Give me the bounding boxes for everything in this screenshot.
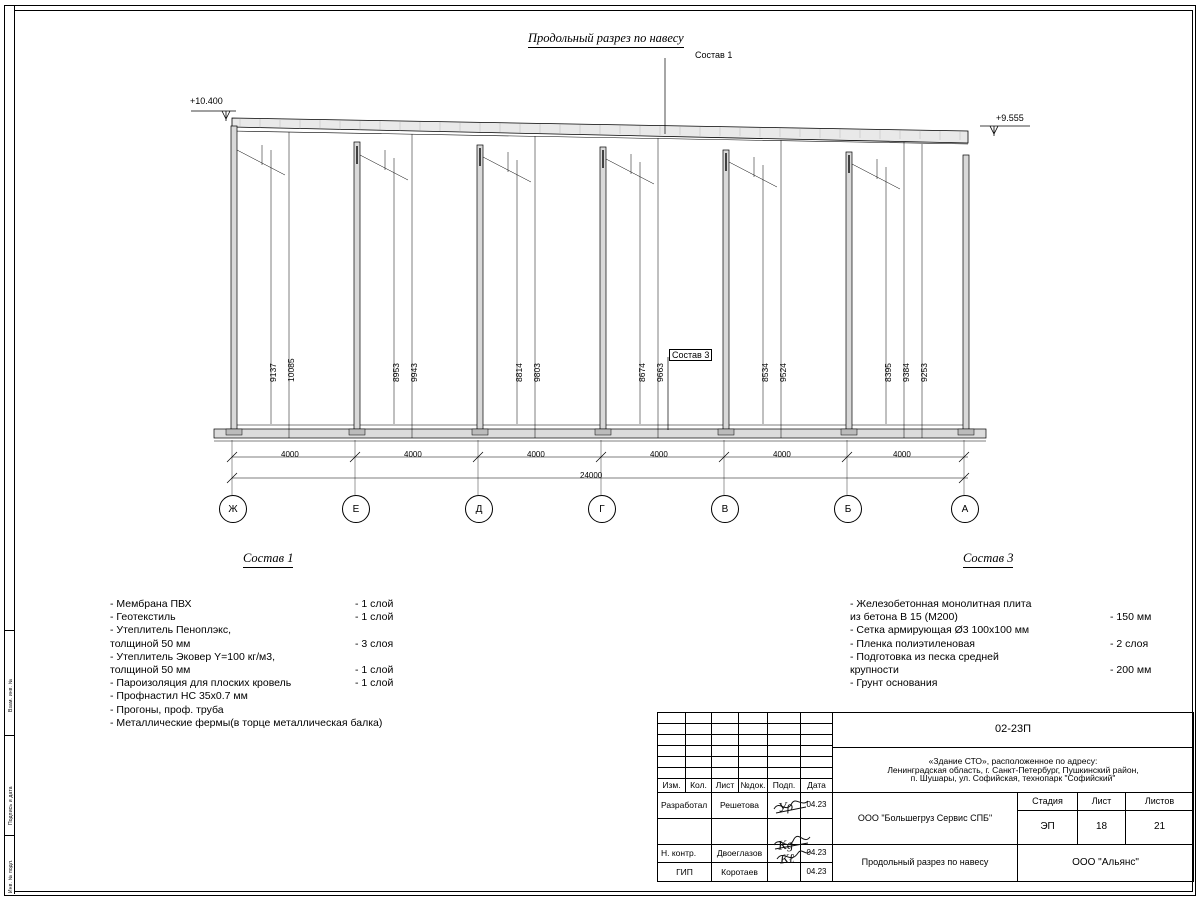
rev-cell-r3c6 [801,735,833,746]
stamp-sheets-label: Листов [1126,793,1193,811]
axis-bubble-5: В [711,495,739,523]
rev-cell-r1c6 [801,713,833,724]
rev-cell-r2c1 [658,724,686,735]
bay-dim-2: 4000 [404,450,422,459]
stamp-name-3: Коротаев [712,863,768,881]
column-height-6-outer: 9384 [901,363,911,382]
rev-cell-r3c1 [658,735,686,746]
rev-cell-r3c4 [739,735,768,746]
legend1 [110,598,394,730]
bay-dim-1: 4000 [281,450,299,459]
stamp-role-2: Н. контр. [658,845,712,863]
stamp-role-3: ГИП [658,863,712,881]
stamp-designer: ООО "Альянс" [1072,856,1139,868]
signature-1-icon: Уρ [776,798,794,815]
strip-label-3: Инв. № подл. [8,859,14,893]
rev-cell-r6c1 [658,768,686,779]
stamp-stage-label: Стадия [1018,793,1078,811]
legend1-row-4: толщиной 50 мм - 3 слоя [110,637,394,650]
legend1-row-8: - Профнастил НС 35х0.7 мм [110,690,248,703]
legend3-row-7: - Грунт основания [850,677,938,690]
strip-cell-1 [4,5,14,631]
rev-cell-r6c6 [801,768,833,779]
rev-cell-r1c2 [686,713,712,724]
rev-cell-r2c2 [686,724,712,735]
legend1-row-3: - Утеплитель Пеноплэкс, [110,624,232,637]
axis-bubble-4: Г [588,495,616,523]
legend3-title: Состав 3 [963,551,1013,568]
rev-cell-r5c6 [801,757,833,768]
column-height-1-inner: 9137 [268,363,278,382]
column-height-1-outer: 10085 [286,358,296,382]
stamp-company: ООО "Большегруз Сервис СПБ" [833,793,1018,845]
legend1-row-10: - Металлические фермы(в торце металлическая балка) [110,716,383,729]
rev-cell-r1c5 [768,713,801,724]
signature-strokes-icon [772,795,812,865]
stamp-sheet-name: Продольный разрез по навесу [833,845,1018,881]
legend3-row-6: крупности - 200 мм [850,664,1152,677]
legend3-row-5: - Подготовка из песка средней [850,650,999,663]
stamp-sheet-label: Лист [1078,793,1126,811]
axis-bubble-1: Ж [219,495,247,523]
column-height-5-inner: 8534 [760,363,770,382]
stamp-sheets-value: 21 [1126,811,1193,845]
stamp-project-code: 02-23П [833,713,1193,748]
stamp-header-ndok: №док. [739,779,768,793]
stamp-header-kol: Кол. [686,779,712,793]
axis-bubble-3: Д [465,495,493,523]
stamp-date-3: 04.23 [801,863,833,881]
rev-cell-r6c2 [686,768,712,779]
rev-cell-r4c3 [712,746,739,757]
stamp-sheet-value: 18 [1078,811,1126,845]
column-height-3-outer: 9803 [532,363,542,382]
stamp-header-data: Дата [801,779,833,793]
bay-dim-6: 4000 [893,450,911,459]
legend1-row-5: - Утеплитель Эковер Y=100 кг/м3, [110,650,276,663]
axis-bubble-6: Б [834,495,862,523]
title-block [657,712,1194,882]
rev-cell-r5c3 [712,757,739,768]
legend1-row-9: - Прогоны, проф. труба [110,703,224,716]
sostav1-leader-label: Состав 1 [695,50,733,60]
bay-dim-3: 4000 [527,450,545,459]
stamp-header-list: Лист [712,779,739,793]
rev-cell-r2c4 [739,724,768,735]
signature-3-icon: Ƙℓ [779,850,795,867]
stamp-role-blank [658,819,712,845]
stamp-date-1: 04.23 [801,793,833,819]
stamp-stage-value: ЭП [1018,811,1078,845]
bay-dim-5: 4000 [773,450,791,459]
legend1-row-7: - Пароизоляция для плоских кровель - 1 слой [110,677,394,690]
rev-cell-r3c3 [712,735,739,746]
legend1-row-1: - Мембрана ПВХ - 1 слой [110,598,394,610]
column-height-5-outer: 9524 [778,363,788,382]
column-height-7-outer: 9253 [919,363,929,382]
rev-cell-r2c6 [801,724,833,735]
stamp-header-izm: Изм. [658,779,686,793]
rev-cell-r6c4 [739,768,768,779]
column-height-4-inner: 8674 [637,363,647,382]
rev-cell-r2c3 [712,724,739,735]
rev-cell-r4c2 [686,746,712,757]
axis-bubble-7: А [951,495,979,523]
column-height-4-outer: 9663 [655,363,665,382]
rev-cell-r4c5 [768,746,801,757]
legend3 [850,598,1152,690]
stamp-object-line1: «Здание СТО», расположенное по адресу: [928,755,1098,766]
column-height-3-inner: 8814 [514,363,524,382]
bay-dim-4: 4000 [650,450,668,459]
rev-cell-r1c1 [658,713,686,724]
rev-cell-r6c5 [768,768,801,779]
rev-cell-r5c2 [686,757,712,768]
rev-cell-r4c6 [801,746,833,757]
strip-label-2: Подпись и дата [8,786,14,825]
legend1-title: Состав 1 [243,551,293,568]
column-height-2-inner: 8953 [391,363,401,382]
rev-cell-r5c4 [739,757,768,768]
rev-cell-r1c4 [739,713,768,724]
legend1-row-6: толщиной 50 мм - 1 слой [110,664,394,677]
level-label-left: +10.400 [190,96,223,106]
rev-cell-r4c1 [658,746,686,757]
rev-cell-r5c5 [768,757,801,768]
level-label-right: +9.555 [996,113,1024,123]
drawing-title: Продольный разрез по навесу [528,31,684,48]
stamp-header-podp: Подп. [768,779,801,793]
stamp-role-1: Разработал [658,793,712,819]
legend1-row-2: - Геотекстиль - 1 слой [110,611,394,624]
rev-cell-r5c1 [658,757,686,768]
legend3-row-1: - Железобетонная монолитная плита [850,598,1032,610]
stamp-name-blank [712,819,768,845]
stamp-object-line3: п. Шушары, ул. Софийская, технопарк "Софийский" [910,773,1116,784]
sostav3-leader-label: Состав 3 [669,349,712,361]
signature-2-icon: Кg [777,836,794,853]
rev-cell-r3c2 [686,735,712,746]
stamp-object-line2: Ленинградская область, г. Санкт-Петербург, Пушкинский район, [887,764,1139,775]
legend3-row-3: - Сетка армирующая Ø3 100х100 мм [850,624,1030,637]
legend3-row-4: - Пленка полиэтиленовая - 2 слоя [850,637,1149,650]
strip-label-1: Взам. инв. № [8,678,14,712]
stamp-name-1: Решетова [712,793,768,819]
stamp-date-2: 04.23 [801,845,833,863]
column-height-2-outer: 9943 [409,363,419,382]
rev-cell-r6c3 [712,768,739,779]
rev-cell-r4c4 [739,746,768,757]
column-height-6-inner: 8395 [883,363,893,382]
rev-cell-r1c3 [712,713,739,724]
stamp-name-2: Двоеглазов [712,845,768,863]
axis-bubble-2: Е [342,495,370,523]
stamp-object [833,748,1193,793]
total-span-dim: 24000 [580,471,603,480]
left-margin-strip [4,5,15,894]
rev-cell-r2c5 [768,724,801,735]
rev-cell-r3c5 [768,735,801,746]
legend3-row-2: из бетона В 15 (М200) - 150 мм [850,611,1152,624]
